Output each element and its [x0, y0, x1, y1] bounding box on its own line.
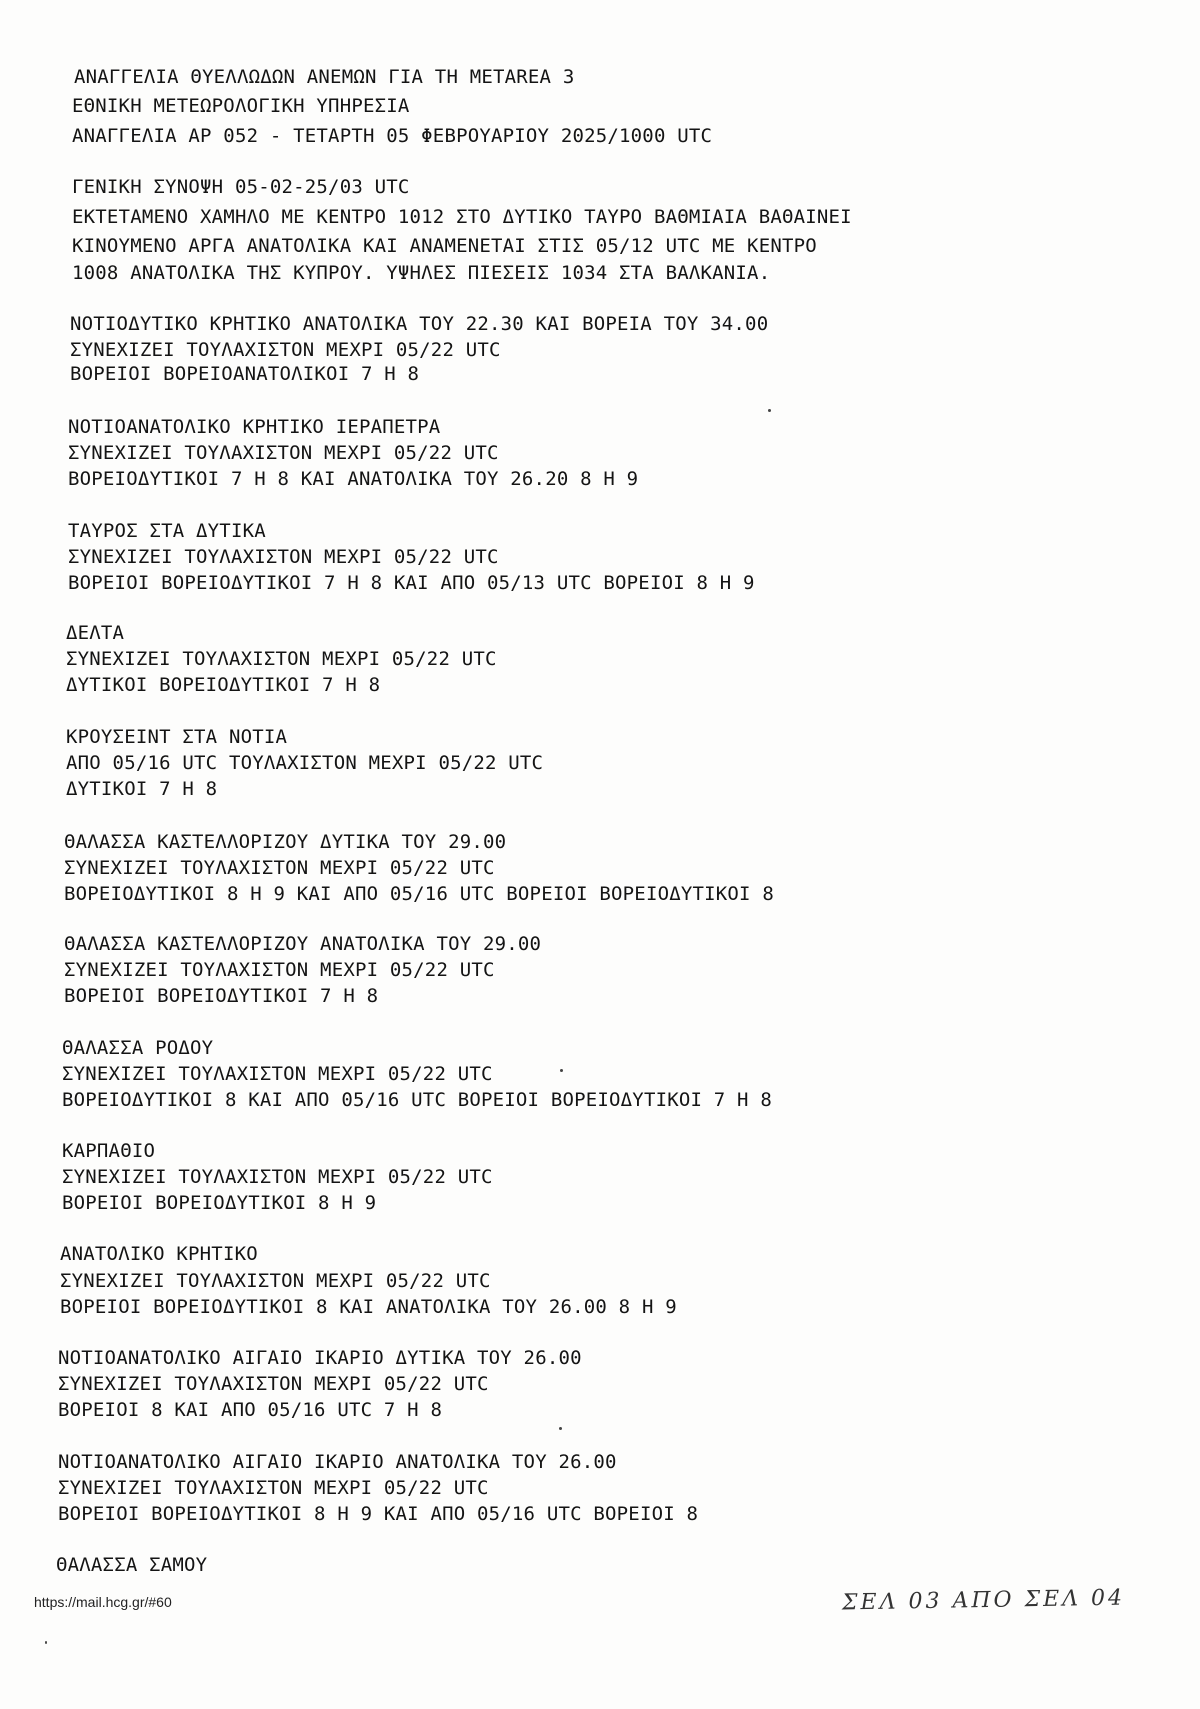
area-name: ΤΑΥΡΟΣ ΣΤΑ ΔΥΤΙΚΑ — [68, 520, 266, 542]
area-duration: ΣΥΝΕΧΙΖΕΙ ΤΟΥΛΑΧΙΣΤΟΝ ΜΕΧΡΙ 05/22 UTC — [68, 442, 499, 464]
area-duration: ΣΥΝΕΧΙΖΕΙ ΤΟΥΛΑΧΙΣΤΟΝ ΜΕΧΡΙ 05/22 UTC — [62, 1166, 493, 1188]
area-duration: ΣΥΝΕΧΙΖΕΙ ΤΟΥΛΑΧΙΣΤΟΝ ΜΕΧΡΙ 05/22 UTC — [58, 1373, 489, 1395]
area-name: ΘΑΛΑΣΣΑ ΚΑΣΤΕΛΛΟΡΙΖΟΥ ΔΥΤΙΚΑ ΤΟΥ 29.00 — [64, 831, 507, 853]
synopsis-text: 1008 ΑΝΑΤΟΛΙΚΑ ΤΗΣ ΚΥΠΡΟΥ. ΥΨΗΛΕΣ ΠΙΕΣΕΙΣ 1034 ΣΤΑ ΒΑΛΚΑΝΙΑ. — [72, 262, 771, 284]
area-name: ΘΑΛΑΣΣΑ ΚΑΣΤΕΛΛΟΡΙΖΟΥ ΑΝΑΤΟΛΙΚΑ ΤΟΥ 29.00 — [64, 933, 542, 955]
area-winds: ΒΟΡΕΙΟΔΥΤΙΚΟΙ 8 Η 9 ΚΑΙ ΑΠΟ 05/16 UTC ΒΟΡΕΙΟΙ ΒΟΡΕΙΟΔΥΤΙΚΟΙ 8 — [64, 883, 774, 905]
area-winds: ΒΟΡΕΙΟΙ ΒΟΡΕΙΟΔΥΤΙΚΟΙ 8 ΚΑΙ ΑΝΑΤΟΛΙΚΑ ΤΟΥ 26.00 8 Η 9 — [60, 1296, 677, 1318]
area-duration: ΑΠΟ 05/16 UTC ΤΟΥΛΑΧΙΣΤΟΝ ΜΕΧΡΙ 05/22 UTC — [66, 752, 544, 774]
area-duration: ΣΥΝΕΧΙΖΕΙ ΤΟΥΛΑΧΙΣΤΟΝ ΜΕΧΡΙ 05/22 UTC — [64, 959, 495, 981]
area-winds: ΒΟΡΕΙΟΙ ΒΟΡΕΙΟΔΥΤΙΚΟΙ 7 Η 8 ΚΑΙ ΑΠΟ 05/13 UTC ΒΟΡΕΙΟΙ 8 Η 9 — [68, 572, 755, 594]
area-winds: ΔΥΤΙΚΟΙ 7 Η 8 — [66, 778, 218, 800]
synopsis-text: ΚΙΝΟΥΜΕΝΟ ΑΡΓΑ ΑΝΑΤΟΛΙΚΑ ΚΑΙ ΑΝΑΜΕΝΕΤΑΙ ΣΤΙΣ 05/12 UTC ΜΕ ΚΕΝΤΡΟ — [72, 235, 817, 257]
area-winds: ΒΟΡΕΙΟΙ ΒΟΡΕΙΟΔΥΤΙΚΟΙ 8 Η 9 — [62, 1192, 377, 1214]
synopsis-text: ΕΚΤΕΤΑΜΕΝΟ ΧΑΜΗΛΟ ΜΕ ΚΕΝΤΡΟ 1012 ΣΤΟ ΔΥΤΙΚΟ ΤΑΥΡΟ ΒΑΘΜΙΑΙΑ ΒΑΘΑΙΝΕΙ — [72, 206, 852, 228]
synopsis-title: ΓΕΝΙΚΗ ΣΥΝΟΨΗ 05-02-25/03 UTC — [72, 176, 410, 198]
area-name: ΔΕΛΤΑ — [66, 622, 125, 644]
bulletin-title: ΑΝΑΓΓΕΛΙΑ ΘΥΕΛΛΩΔΩΝ ΑΝΕΜΩΝ ΓΙΑ ΤΗ METAREA 3 — [74, 66, 575, 88]
area-name: ΝΟΤΙΟΑΝΑΤΟΛΙΚΟ ΑΙΓΑΙΟ ΙΚΑΡΙΟ ΑΝΑΤΟΛΙΚΑ ΤΟΥ 26.00 — [58, 1451, 617, 1473]
issuing-service: ΕΘΝΙΚΗ ΜΕΤΕΩΡΟΛΟΓΙΚΗ ΥΠΗΡΕΣΙΑ — [72, 95, 410, 117]
area-name: ΑΝΑΤΟΛΙΚΟ ΚΡΗΤΙΚΟ — [60, 1243, 258, 1265]
area-winds: ΒΟΡΕΙΟΔΥΤΙΚΟΙ 8 ΚΑΙ ΑΠΟ 05/16 UTC ΒΟΡΕΙΟΙ ΒΟΡΕΙΟΔΥΤΙΚΟΙ 7 Η 8 — [62, 1089, 772, 1111]
handwritten-page-note: ΣΕΛ 03 ΑΠΟ ΣΕΛ 04 — [841, 1585, 1126, 1616]
area-winds: ΒΟΡΕΙΟΙ ΒΟΡΕΙΟΑΝΑΤΟΛΙΚΟΙ 7 Η 8 — [70, 363, 420, 385]
area-name: ΚΡΟΥΣΕΙΝΤ ΣΤΑ ΝΟΤΙΑ — [66, 726, 288, 748]
area-duration: ΣΥΝΕΧΙΖΕΙ ΤΟΥΛΑΧΙΣΤΟΝ ΜΕΧΡΙ 05/22 UTC — [70, 339, 501, 361]
area-name: ΘΑΛΑΣΣΑ ΡΟΔΟΥ — [62, 1037, 214, 1059]
area-duration: ΣΥΝΕΧΙΖΕΙ ΤΟΥΛΑΧΙΣΤΟΝ ΜΕΧΡΙ 05/22 UTC — [62, 1063, 493, 1085]
area-duration: ΣΥΝΕΧΙΖΕΙ ΤΟΥΛΑΧΙΣΤΟΝ ΜΕΧΡΙ 05/22 UTC — [66, 648, 497, 670]
scan-speck — [559, 1427, 562, 1430]
scan-speck — [768, 409, 771, 412]
area-winds: ΒΟΡΕΙΟΔΥΤΙΚΟΙ 7 Η 8 ΚΑΙ ΑΝΑΤΟΛΙΚΑ ΤΟΥ 26.20 8 Η 9 — [68, 468, 639, 490]
area-winds: ΒΟΡΕΙΟΙ 8 ΚΑΙ ΑΠΟ 05/16 UTC 7 Η 8 — [58, 1399, 443, 1421]
area-winds: ΒΟΡΕΙΟΙ ΒΟΡΕΙΟΔΥΤΙΚΟΙ 8 Η 9 ΚΑΙ ΑΠΟ 05/16 UTC ΒΟΡΕΙΟΙ 8 — [58, 1503, 699, 1525]
area-duration: ΣΥΝΕΧΙΖΕΙ ΤΟΥΛΑΧΙΣΤΟΝ ΜΕΧΡΙ 05/22 UTC — [60, 1270, 491, 1292]
area-name: ΝΟΤΙΟΔΥΤΙΚΟ ΚΡΗΤΙΚΟ ΑΝΑΤΟΛΙΚΑ ΤΟΥ 22.30 ΚΑΙ ΒΟΡΕΙΑ ΤΟΥ 34.00 — [70, 313, 769, 335]
area-winds: ΒΟΡΕΙΟΙ ΒΟΡΕΙΟΔΥΤΙΚΟΙ 7 Η 8 — [64, 985, 379, 1007]
footer-url: https://mail.hcg.gr/#60 — [34, 1594, 172, 1610]
area-name: ΘΑΛΑΣΣΑ ΣΑΜΟΥ — [56, 1554, 208, 1576]
area-duration: ΣΥΝΕΧΙΖΕΙ ΤΟΥΛΑΧΙΣΤΟΝ ΜΕΧΡΙ 05/22 UTC — [58, 1477, 489, 1499]
area-name: ΝΟΤΙΟΑΝΑΤΟΛΙΚΟ ΚΡΗΤΙΚΟ ΙΕΡΑΠΕΤΡΑ — [68, 416, 441, 438]
area-duration: ΣΥΝΕΧΙΖΕΙ ΤΟΥΛΑΧΙΣΤΟΝ ΜΕΧΡΙ 05/22 UTC — [68, 546, 499, 568]
area-duration: ΣΥΝΕΧΙΖΕΙ ΤΟΥΛΑΧΙΣΤΟΝ ΜΕΧΡΙ 05/22 UTC — [64, 857, 495, 879]
scan-speck — [560, 1069, 563, 1072]
area-name: ΝΟΤΙΟΑΝΑΤΟΛΙΚΟ ΑΙΓΑΙΟ ΙΚΑΡΙΟ ΔΥΤΙΚΑ ΤΟΥ 26.00 — [58, 1347, 582, 1369]
scan-speck — [45, 1641, 47, 1644]
bulletin-number: ΑΝΑΓΓΕΛΙΑ ΑΡ 052 - ΤΕΤΑΡΤΗ 05 ΦΕΒΡΟΥΑΡΙΟΥ 2025/1000 UTC — [72, 125, 713, 147]
area-winds: ΔΥΤΙΚΟΙ ΒΟΡΕΙΟΔΥΤΙΚΟΙ 7 Η 8 — [66, 674, 381, 696]
area-name: ΚΑΡΠΑΘΙΟ — [62, 1140, 156, 1162]
